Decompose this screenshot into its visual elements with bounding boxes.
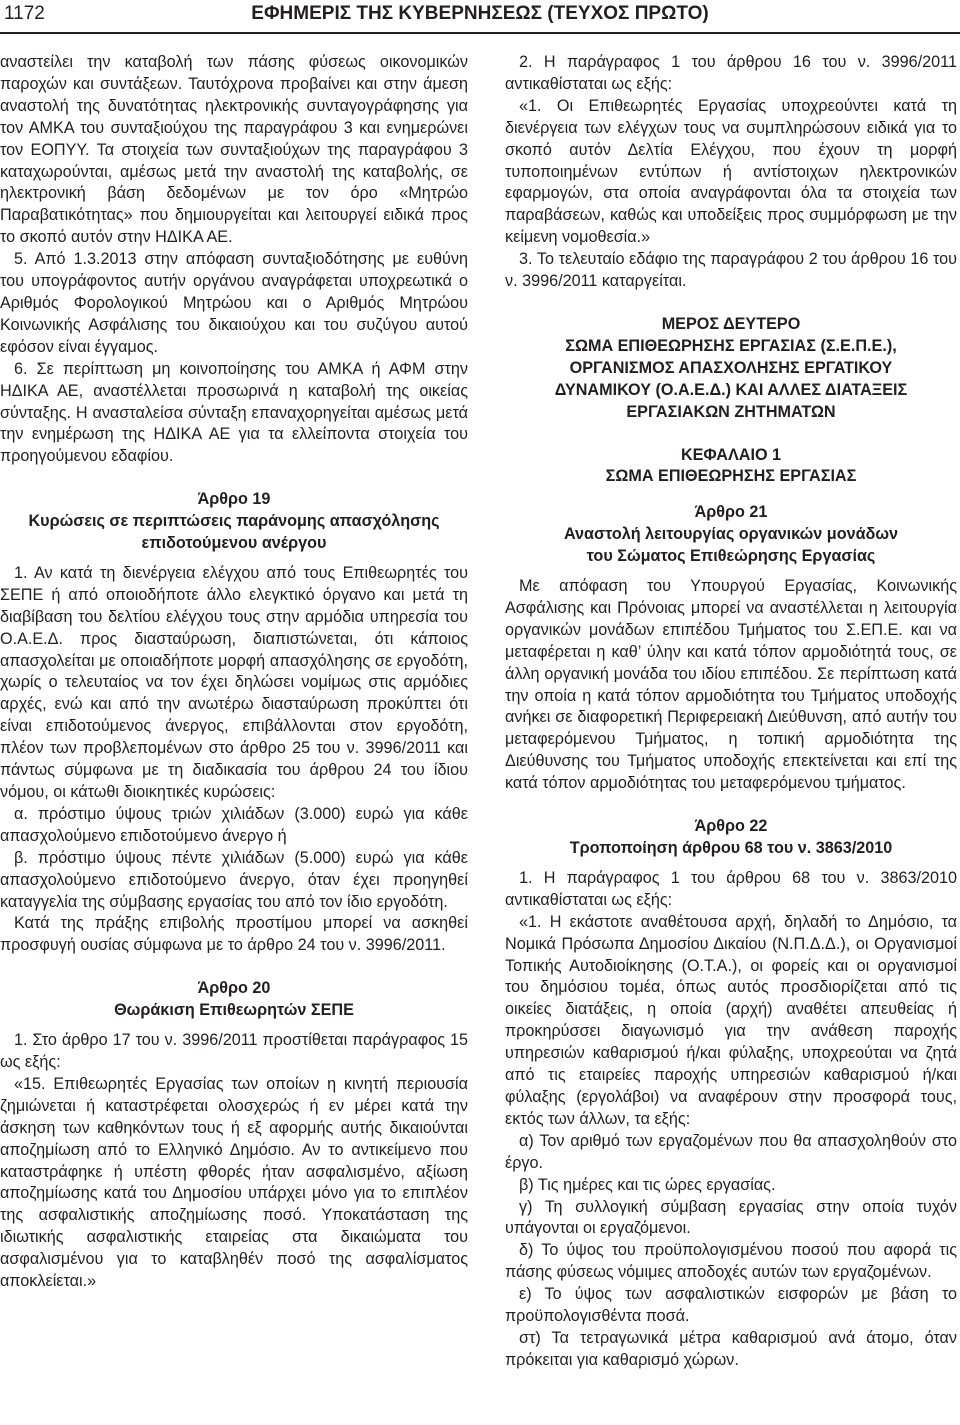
part-subtitle: ΕΡΓΑΣΙΑΚΩΝ ΖΗΤΗΜΑΤΩΝ: [626, 402, 836, 421]
paragraph: 1. Η παράγραφος 1 του άρθρου 68 του ν. 3863/2010 αντικαθίσταται ως εξής:: [505, 868, 957, 909]
paragraph: Κατά της πράξης επιβολής προστίμου μπορεί να ασκηθεί προσφυγή ουσίας σύμφωνα με το άρθρο 24 του ν. 3996/2011.: [0, 914, 468, 955]
part-subtitle: ΣΩΜΑ ΕΠΙΘΕΩΡΗΣΗΣ ΕΡΓΑΣΙΑΣ (Σ.Ε.Π.Ε.),: [565, 336, 897, 355]
paragraph: Με απόφαση του Υπουργού Εργασίας, Κοινωνικής Ασφάλισης και Πρόνοιας μπορεί να αναστέλλεται η λειτουργία οργανικών μονάδων επιπέδου Τμήματος του Σ.ΕΠ.Ε. και να μεταφέρεται η καθ’ ύλην και κατά τόπον αρμοδιότητά τους, σε άλλη οργανική μονάδα του ιδίου επιπέδου. Σε περίπτωση κατά την οποία η κατά τόπον αρμοδιότητα του Τμήματος υποδοχής ανήκει σε διαφορετική Περιφερειακή Διεύθυνση, από αυτήν του μεταφερόμενου Τμήματος, η τοπική αρμοδιότητα της Διεύθυνσης του Τμήματος υποδοχής επεκτείνεται και επί της κατά τόπον αρμοδιότητας του μεταφερόμενου τμήματος.: [505, 577, 957, 793]
right-column: [505, 52, 957, 1372]
paragraph: «15. Επιθεωρητές Εργασίας των οποίων η κινητή περιουσία ζημιώνεται ή καταστρέφεται ολοσχερώς ή εν μέρει κατά την άσκηση των καθηκόντων τους ή εξ αφορμής αυτής δικαιούνται αποζημίωση από το Ελληνικό Δημόσιο. Αν το αντικείμενο που καταστράφηκε ή υπέστη φθορές ήταν ασφαλισμένο, αξίωση αποζημίωσης κατά του Δημοσίου υπάρχει μόνο για το επιπλέον της ασφαλιστικής αποζημίωσης ποσό. Υποκατάσταση της ιδιωτικής ασφαλιστικής εταιρείας στα δικαιώματα του ασφαλισμένου για το καταβληθέν ποσό της ασφαλίσματος αποκλείεται.»: [0, 1074, 468, 1291]
paragraph: 6. Σε περίπτωση μη κοινοποίησης του ΑΜΚΑ ή ΑΦΜ στην ΗΔΙΚΑ ΑΕ, αναστέλλεται προσωρινά η καταβολή της οικείας σύνταξης. Η ανασταλείσα σύνταξη επαναχορηγείται αμέσως μετά την ενημέρωση της ΗΔΙΚΑ ΑΕ για τα ελλείποντα στοιχεία του προηγούμενου εδαφίου.: [0, 359, 468, 466]
article-19-title: Άρθρο 19: [197, 490, 271, 509]
list-item: δ) Το ύψος του προϋπολογισμένου ποσού που αφορά τις πάσης φύσεως νόμιμες αποδοχές αυτών των εργαζομένων.: [505, 1241, 957, 1282]
chapter-title: ΚΕΦΑΛΑΙΟ 1: [680, 445, 782, 464]
page-header: [0, 0, 960, 36]
part-title: ΜΕΡΟΣ ΔΕΥΤΕΡΟ: [661, 314, 801, 333]
paragraph: β. πρόστιμο ύψους πέντε χιλιάδων (5.000) ευρώ για κάθε απασχολούμενο επιδοτούμενο άνεργο, όταν έχει προηγηθεί καταγγελία της σύμβασης εργασίας του από τον ίδιο εργοδότη.: [0, 848, 468, 911]
journal-title: ΕΦΗΜΕΡΙΣ ΤΗΣ ΚΥΒΕΡΝΗΣΕΩΣ (ΤΕΥΧΟΣ ΠΡΩΤΟ): [251, 3, 709, 24]
list-item: γ) Τη συλλογική σύμβαση εργασίας στην οποία τυχόν υπάγονται οι εργαζόμενοι.: [505, 1197, 957, 1238]
article-21-subtitle: Αναστολή λειτουργίας οργανικών μονάδων: [563, 525, 899, 544]
list-item: β) Τις ημέρες και τις ώρες εργασίας.: [519, 1175, 776, 1194]
paragraph: «1. Η εκάστοτε αναθέτουσα αρχή, δηλαδή το Δημόσιο, τα Νομικά Πρόσωπα Δημοσίου Δικαίου (Ν.Π.Δ.Δ.), οι Οργανισμοί Τοπικής Αυτοδιοίκησης (Ο.Τ.Α.), οι φορείς και οι οργανισμοί του δημόσιου τομέα, όπως αυτός προσδιορίζεται από τις οικείες διατάξεις, η οποία (αρχή) αναθέτει απευθείας ή προκηρύσσει διαγωνισμό για την ανάθεση παροχής υπηρεσιών καθαρισμού ή/και φύλαξης, υποχρεούται να ζητά από τις εταιρείες παροχής υπηρεσιών καθαρισμού ή/και φύλαξης (εργολάβοι) να αναφέρουν στην προσφορά τους, εκτός των άλλων, τα εξής:: [505, 912, 957, 1128]
paragraph: α. πρόστιμο ύψους τριών χιλιάδων (3.000) ευρώ για κάθε απασχολούμενο επιδοτούμενο άνεργο ή: [0, 804, 468, 845]
list-item: ε) Το ύψος των ασφαλιστικών εισφορών με βάση το προϋπολογισθέντα ποσά.: [505, 1285, 957, 1326]
paragraph: 3. Το τελευταίο εδάφιο της παραγράφου 2 του άρθρου 16 του ν. 3996/2011 καταργείται.: [505, 250, 957, 291]
list-item: α) Τον αριθμό των εργαζομένων που θα απασχοληθούν στο έργο.: [505, 1131, 957, 1172]
article-19-subtitle: Κυρώσεις σε περιπτώσεις παράνομης απασχόλησης επιδοτούμενου ανέργου: [28, 512, 440, 553]
part-subtitle: ΟΡΓΑΝΙΣΜΟΣ ΑΠΑΣΧΟΛΗΣΗΣ ΕΡΓΑΤΙΚΟΥ: [569, 358, 893, 377]
article-20-subtitle: Θωράκιση Επιθεωρητών ΣΕΠΕ: [114, 1001, 354, 1020]
paragraph: 2. Η παράγραφος 1 του άρθρου 16 του ν. 3996/2011 αντικαθίσταται ως εξής:: [505, 53, 957, 93]
paragraph: 5. Από 1.3.2013 στην απόφαση συνταξιοδότησης με ευθύνη του υπογράφοντος αυτήν οργάνου αναγράφεται υποχρεωτικά ο Αριθμός Φορολογικού Μητρώου και ο Αριθμός Μητρώου Κοινωνικής Ασφάλισης του δικαιούχου και του συζύγου αυτού εφόσον είναι έγγαμος.: [0, 250, 468, 356]
paragraph: 1. Αν κατά τη διενέργεια ελέγχου από τους Επιθεωρητές του ΣΕΠΕ ή από οποιοδήποτε άλλο ελεγκτικό όργανο και μετά τη διαβίβαση του δελτίου ελέγχου τους στην αρμόδια υπηρεσία του Ο.Α.Ε.Δ. προς διασταύρωση, διαπιστώνεται, ότι κάποιος απασχολείται με οποιαδήποτε μορφή απασχόλησης σε εργοδότη, χωρίς ο τελευταίος να τον έχει δηλώσει νομίμως στις αρμόδιες αρχές, ενώ και από την ανωτέρω διασταύρωση προκύπτει ότι είναι επιδοτούμενος άνεργος, επιβάλλονται στον εργοδότη, πλέον των προβλεπομένων στο άρθρο 25 του ν. 3996/2011 και πάντως σύμφωνα με τη διαδικασία του άρθρου 24 του ίδιου νόμου, οι κάτωθι διοικητικές κυρώσεις:: [0, 563, 468, 801]
article-22-title: Άρθρο 22: [694, 817, 768, 836]
left-column: [0, 52, 468, 1293]
part-subtitle: ΔΥΝΑΜΙΚΟΥ (Ο.Α.Ε.Δ.) ΚΑΙ ΑΛΛΕΣ ΔΙΑΤΑΞΕΙΣ: [554, 380, 908, 399]
paragraph: 1. Στο άρθρο 17 του ν. 3996/2011 προστίθεται παράγραφος 15 ως εξής:: [0, 1031, 468, 1071]
article-21-subtitle: του Σώματος Επιθεώρησης Εργασίας: [586, 547, 876, 566]
paragraph: «1. Οι Επιθεωρητές Εργασίας υποχρεούντει κατά τη διενέργεια των ελέγχων τους να συμπληρώσουν ειδικά για το σκοπό αυτόν Δελτία Ελέγχου, που έχουν τη μορφή τυποποιημένων εντύπων ή αντίστοιχων ηλεκτρονικών εφαρμογών, στα οποία αναγράφονται όλα τα στοιχεία των παραβάσεων, καθώς και υποδείξεις προς συμμόρφωση με την κείμενη νομοθεσία.»: [505, 96, 957, 247]
article-21-title: Άρθρο 21: [694, 503, 768, 522]
article-20-title: Άρθρο 20: [197, 979, 271, 998]
article-22-subtitle: Τροποποίηση άρθρου 68 του ν. 3863/2010: [569, 839, 893, 857]
header-rule: [0, 32, 960, 34]
chapter-subtitle: ΣΩΜΑ ΕΠΙΘΕΩΡΗΣΗΣ ΕΡΓΑΣΙΑΣ: [605, 467, 857, 486]
page-number: 1172: [4, 3, 45, 24]
list-item: στ) Τα τετραγωνικά μέτρα καθαρισμού ανά άτομο, όταν πρόκειται για καθαρισμό χώρων.: [505, 1328, 957, 1369]
paragraph: αναστείλει την καταβολή των πάσης φύσεως οικονομικών παροχών και συντάξεων. Ταυτόχρονα προβαίνει και στην άμεση αναστολή της δυνατότητας ηλεκτρονικής συνταγογράφησης για τον ΑΜΚΑ του συνταξιούχου της παραγράφου 3 και ενημερώνει τον ΕΟΠΥΥ. Τα στοιχεία των συνταξιούχων της παραγράφου 3 καταχωρούνται, αμέσως μετά την αναστολή της καταβολής, σε ηλεκτρονική βάση δεδομένων με τον όρο «Μητρώο Παραβατικότητας» που δημιουργείται και λειτουργεί ειδικά προς το σκοπό αυτόν στην ΗΔΙΚΑ ΑΕ.: [0, 53, 468, 247]
